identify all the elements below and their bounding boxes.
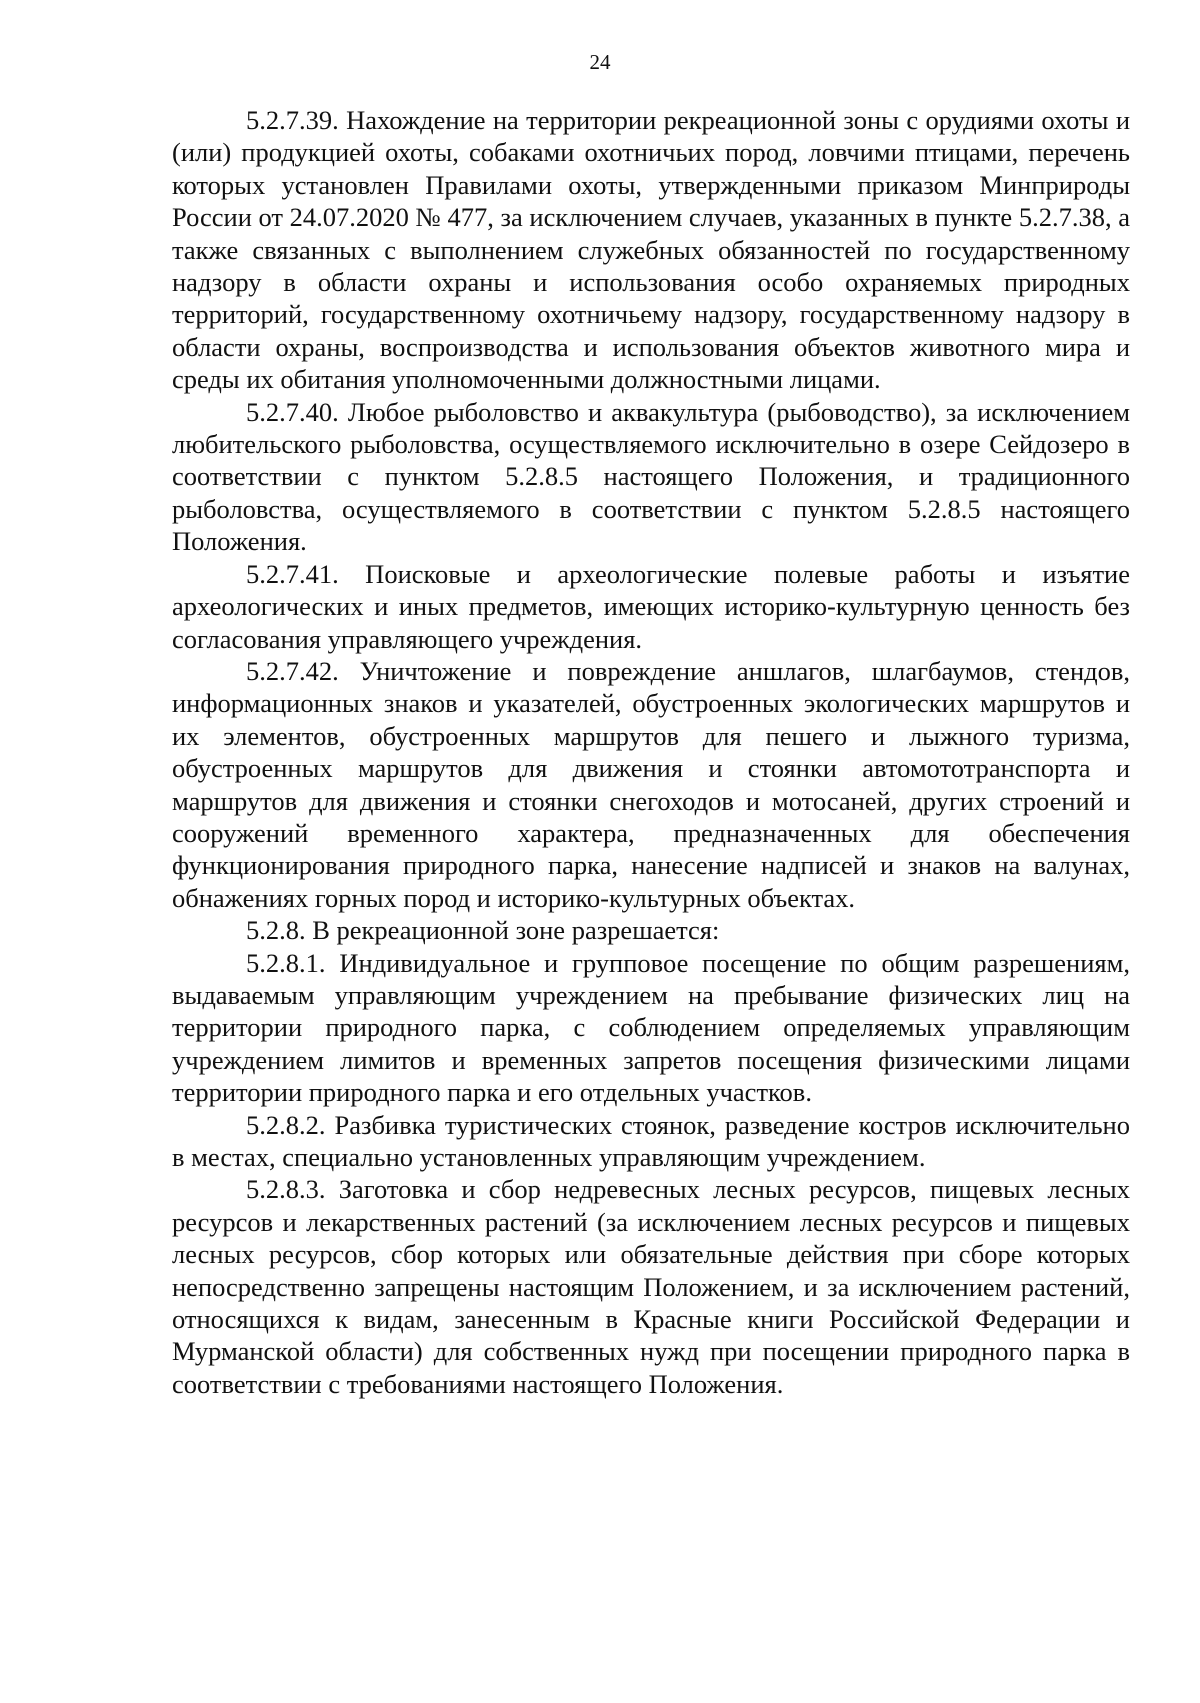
page-number: 24 xyxy=(589,50,611,74)
paragraph-5-2-8-3: 5.2.8.3. Заготовка и сбор недревесных лесных ресурсов, пищевых лесных ресурсов и лекарственных растений (за исключением лесных ресурсов и пищевых лесных ресурсов, сбор которых или обязательные действия при сборе которых непосредственно запрещены настоящим Положением, и за исключением растений, относящихся к видам, занесенным в Красные книги Российской Федерации и Мурманской области) для собственных нужд при посещении природного парка в соответствии с требованиями настоящего Положения. xyxy=(172,1174,1130,1399)
document-body xyxy=(172,104,1130,1400)
paragraph-5-2-8-2: 5.2.8.2. Разбивка туристических стоянок, разведение костров исключительно в местах, специально установленных управляющим учреждением. xyxy=(172,1109,1130,1172)
paragraph-5-2-7-39: 5.2.7.39. Нахождение на территории рекреационной зоны с орудиями охоты и (или) продукцией охоты, собаками охотничьих пород, ловчими птицами, перечень которых установлен Правилами охоты, утвержденными приказом Минприроды России от 24.07.2020 № 477, за исключением случаев, указанных в пункте 5.2.7.38, а также связанных с выполнением служебных обязанностей по государственному надзору в области охраны и использования особо охраняемых природных территорий, государственному охотничьему надзору, государственному надзору в области охраны, воспроизводства и использования объектов животного мира и среды их обитания уполномоченными должностными лицами. xyxy=(172,105,1130,395)
paragraph-5-2-7-41: 5.2.7.41. Поисковые и археологические полевые работы и изъятие археологических и иных предметов, имеющих историко-культурную ценность без согласования управляющего учреждения. xyxy=(172,558,1130,654)
paragraph-5-2-7-40: 5.2.7.40. Любое рыболовство и аквакультура (рыбоводство), за исключением любительского рыболовства, осуществляемого исключительно в озере Сейдозеро в соответствии с пунктом 5.2.8.5 настоящего Положения, и традиционного рыболовства, осуществляемого в соответствии с пунктом 5.2.8.5 настоящего Положения. xyxy=(172,396,1130,557)
paragraph-5-2-7-42: 5.2.7.42. Уничтожение и повреждение аншлагов, шлагбаумов, стендов, информационных знаков и указателей, обустроенных экологических маршрутов и их элементов, обустроенных маршрутов для пешего и лыжного туризма, обустроенных маршрутов для движения и стоянки автомототранспорта и маршрутов для движения и стоянки снегоходов и мотосаней, других строений и сооружений временного характера, предназначенных для обеспечения функционирования природного парка, нанесение надписей и знаков на валунах, обнажениях горных пород и историко-культурных объектах. xyxy=(172,655,1130,913)
paragraph-5-2-8-1: 5.2.8.1. Индивидуальное и групповое посещение по общим разрешениям, выдаваемым управляющим учреждением на пребывание физических лиц на территории природного парка, с соблюдением определяемых управляющим учреждением лимитов и временных запретов посещения физическими лицами территории природного парка и его отдельных участков. xyxy=(172,947,1130,1108)
paragraph-5-2-8: 5.2.8. В рекреационной зоне разрешается: xyxy=(246,915,720,946)
